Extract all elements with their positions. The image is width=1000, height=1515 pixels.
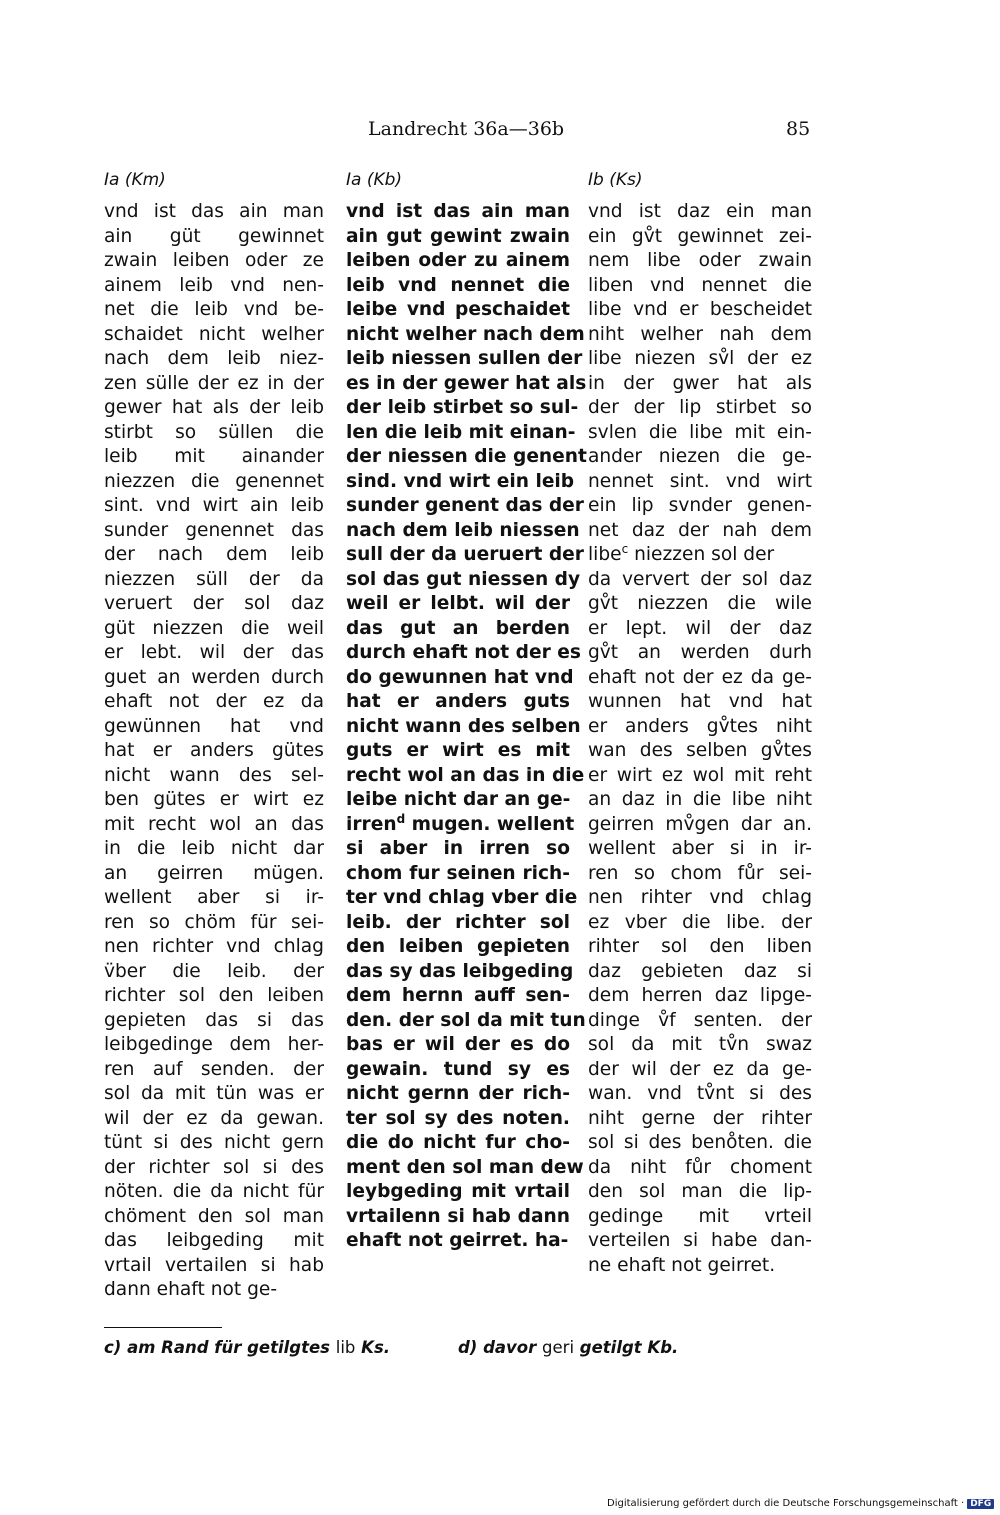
text-line: gewünnen hat vnd	[104, 715, 324, 737]
text-line: sind. vnd wirt ein leib	[346, 470, 575, 492]
text-line: durch ehaft not der es	[346, 642, 581, 663]
text-line: si aber in irren so	[346, 838, 570, 859]
text-line: gv̊t niezzen die wile	[588, 593, 812, 614]
text-line: leib niessen sullen der	[346, 348, 583, 369]
text-line: an geirren mügen.	[104, 862, 324, 884]
text-line: nicht wann des selben	[346, 715, 581, 737]
text-line: leibe vnd peschaidet	[346, 299, 570, 320]
text-line: rihter sol den liben	[588, 936, 812, 957]
text-line: dem herren daz lipge-	[588, 985, 812, 1006]
text-line: nach dem leib niessen	[346, 519, 580, 541]
text-line: veruert der sol daz	[104, 593, 324, 614]
text-line: nen rihter vnd chlag	[588, 887, 812, 908]
text-line: wan des selben gv̊tes	[588, 740, 812, 761]
text-line: libe$^c$ niezzen sol der	[588, 541, 775, 565]
text-line: ehaft not der ez da ge-	[588, 666, 812, 688]
footnote-divider	[104, 1327, 222, 1328]
text-line: in die leib nicht dar	[104, 838, 324, 859]
text-line: niht gerne der rihter	[588, 1107, 812, 1129]
text-line: leib mit ainander	[104, 446, 324, 467]
text-line: der nach dem leib	[104, 544, 324, 565]
text-line: ment den sol man dew	[346, 1156, 584, 1178]
text-line: ainem leib vnd nen-	[104, 274, 324, 296]
text-line: an daz in die libe niht	[588, 789, 812, 810]
text-line: wil der ez da gewan.	[104, 1107, 324, 1129]
text-line: nicht wann des sel-	[104, 764, 324, 786]
text-line: ehaft not geirret. ha-	[346, 1230, 569, 1251]
text-line: vnd ist das ain man	[346, 201, 570, 222]
text-line: den. der sol da mit tun	[346, 1009, 586, 1031]
text-line: gewain. tund sy es	[346, 1058, 570, 1080]
text-line: das gut an berden	[346, 617, 570, 639]
text-line: wan. vnd tv̊nt si des	[588, 1083, 812, 1104]
text-line: ehaft not der ez da	[104, 691, 324, 712]
text-line: die do nicht fur cho-	[346, 1132, 570, 1153]
text-line: niezzen süll der da	[104, 568, 324, 590]
text-line: nem libe oder zwain	[588, 250, 812, 271]
text-line: in der gwer hat als	[588, 372, 812, 394]
text-line: chöment den sol man	[104, 1205, 324, 1227]
text-line: gedinge mit vrteil	[588, 1205, 812, 1227]
text-line: sull der da ueruert der	[346, 544, 584, 565]
text-line: richter sol den leiben	[104, 985, 324, 1006]
text-line: niht welher nah dem	[588, 323, 812, 345]
text-line: hat er anders guts	[346, 691, 570, 712]
text-line: do gewunnen hat vnd	[346, 666, 574, 688]
text-line: den sol man die lip-	[588, 1181, 812, 1202]
text-line: nöten. die da nicht für	[104, 1181, 324, 1202]
text-line: vnd ist das ain man	[104, 201, 324, 222]
text-line: hat er anders gütes	[104, 740, 324, 761]
column-heading-ib-ks: Ib (Ks)	[588, 170, 643, 190]
text-line: wellent aber si in ir-	[588, 838, 812, 859]
text-line: dinge v̊f senten. der	[588, 1009, 812, 1031]
text-line: geirren mv̊gen dar an.	[588, 813, 812, 835]
text-line: leib vnd nennet die	[346, 274, 570, 296]
text-line: libe vnd er bescheidet	[588, 299, 812, 320]
text-line: sol das gut niessen dy	[346, 568, 581, 590]
text-line: nennet sint. vnd wirt	[588, 470, 812, 492]
footnote-c: c) am Rand für getilgtes lib Ks.	[104, 1338, 391, 1357]
column-heading-ia-kb: Ia (Kb)	[346, 170, 403, 190]
text-line: v̈ber die leib. der	[104, 960, 324, 982]
text-line: nach dem leib niez-	[104, 348, 324, 369]
text-column-ib-ks	[588, 200, 812, 1278]
text-line: verteilen si habe dan-	[588, 1230, 812, 1251]
text-line: sol si des beno̊ten. die	[588, 1132, 812, 1153]
text-line: nicht welher nach dem	[346, 323, 585, 345]
text-column-ia-km	[104, 200, 324, 1303]
text-line: svlen die libe mit ein-	[588, 421, 812, 443]
text-line: er lept. wil der daz	[588, 617, 812, 639]
page-number: 85	[786, 118, 811, 140]
text-line: vrtailenn si hab dann	[346, 1205, 570, 1227]
page-header	[0, 118, 1000, 148]
text-line: vnd ist daz ein man	[588, 201, 812, 222]
text-line: len die leib mit einan-	[346, 421, 576, 443]
text-line: das sy das leibgeding	[346, 960, 574, 982]
dfg-logo: DFG	[967, 1499, 994, 1509]
text-line: gv̊t an werden durh	[588, 642, 812, 663]
text-line: libe niezen sv̊l der ez	[588, 348, 812, 369]
text-line: ez vber die libe. der	[588, 911, 812, 933]
digitization-credit: Digitalisierung gefördert durch die Deutsche Forschungsgemeinschaft · DFG	[607, 1498, 994, 1509]
text-line: es in der gewer hat als	[346, 372, 587, 394]
footnote-marker-c: c	[621, 541, 629, 556]
text-column-ia-kb	[346, 200, 587, 1254]
text-line: der niessen die genent	[346, 446, 587, 467]
text-line: recht wol an das in die	[346, 764, 585, 786]
text-line: ren so chöm für sei-	[104, 911, 324, 933]
footnotes	[104, 1338, 904, 1364]
text-line: daz gebieten daz si	[588, 960, 812, 982]
text-line: sint. vnd wirt ain leib	[104, 495, 324, 516]
text-line: bas er wil der es do	[346, 1034, 570, 1055]
text-line: ein gv̊t gewinnet zei-	[588, 225, 812, 247]
text-line: vrtail vertailen si hab	[104, 1254, 324, 1276]
text-line: gewer hat als der leib	[104, 397, 324, 418]
text-line: er lebt. wil der das	[104, 642, 324, 663]
text-line: sunder genennet das	[104, 519, 324, 541]
text-line: ter sol sy des noten.	[346, 1107, 570, 1129]
text-line: da ververt der sol daz	[588, 568, 812, 590]
text-line: stirbt so süllen die	[104, 421, 324, 443]
text-line: leib. der richter sol	[346, 911, 570, 933]
text-line: tünt si des nicht gern	[104, 1132, 324, 1153]
text-line: dem hernn auff sen-	[346, 985, 570, 1006]
text-line: leiben oder zu ainem	[346, 250, 570, 271]
text-line: gepieten das si das	[104, 1009, 324, 1031]
text-line: den leiben gepieten	[346, 936, 570, 957]
text-line: zwain leiben oder ze	[104, 250, 324, 271]
text-line: ben gütes er wirt ez	[104, 789, 324, 810]
text-line: zen sülle der ez in der	[104, 372, 324, 394]
text-line: schaidet nicht welher	[104, 323, 324, 345]
text-line: net die leib vnd be-	[104, 299, 324, 320]
text-line: wellent aber si ir-	[104, 887, 324, 908]
text-line: niezzen die genennet	[104, 470, 324, 492]
text-line: chom fur seinen rich-	[346, 862, 570, 884]
text-line: der richter sol si des	[104, 1156, 324, 1178]
text-line: leybgeding mit vrtail	[346, 1181, 570, 1202]
text-line: irren$^d$ mugen. wellent	[346, 811, 575, 835]
text-line: ren auf senden. der	[104, 1058, 324, 1080]
text-line: da niht fůr choment	[588, 1156, 812, 1178]
text-line: sol da mit tv̊n swaz	[588, 1034, 812, 1055]
text-line: ain güt gewinnet	[104, 225, 324, 247]
text-line: net daz der nah dem	[588, 519, 812, 541]
column-heading-ia-km: Ia (Km)	[104, 170, 166, 190]
footnote-marker-d: d	[396, 811, 406, 826]
text-line: leibgedinge dem her-	[104, 1034, 324, 1055]
text-line: der wil der ez da ge-	[588, 1058, 812, 1080]
text-line: ander niezen die ge-	[588, 446, 812, 467]
text-line: er anders gv̊tes niht	[588, 715, 812, 737]
text-line: ter vnd chlag vber die	[346, 887, 578, 908]
text-line: nen richter vnd chlag	[104, 936, 324, 957]
text-line: mit recht wol an das	[104, 813, 324, 835]
footnote-d: d) davor geri getilgt Kb.	[458, 1338, 679, 1357]
text-line: leibe nicht dar an ge-	[346, 789, 571, 810]
text-line: er wirt ez wol mit reht	[588, 764, 812, 786]
text-line: guts er wirt es mit	[346, 740, 570, 761]
text-line: ren so chom fůr sei-	[588, 862, 812, 884]
text-line: ne ehaft not geirret.	[588, 1254, 776, 1276]
running-title: Landrecht 36a—36b	[368, 118, 565, 140]
text-line: der der lip stirbet so	[588, 397, 812, 418]
text-line: sunder genent das der	[346, 495, 584, 516]
text-line: liben vnd nennet die	[588, 274, 812, 296]
text-line: weil er lelbt. wil der	[346, 593, 570, 614]
text-line: nicht gernn der rich-	[346, 1083, 570, 1104]
text-line: ain gut gewint zwain	[346, 225, 570, 247]
text-line: ein lip svnder genen-	[588, 495, 812, 516]
text-line: dann ehaft not ge-	[104, 1279, 278, 1300]
text-line: der leib stirbet so sul-	[346, 397, 579, 418]
text-line: guet an werden durch	[104, 666, 324, 688]
text-line: wunnen hat vnd hat	[588, 691, 812, 712]
text-line: das leibgeding mit	[104, 1230, 324, 1251]
text-line: güt niezzen die weil	[104, 617, 324, 639]
text-line: sol da mit tün was er	[104, 1083, 324, 1104]
